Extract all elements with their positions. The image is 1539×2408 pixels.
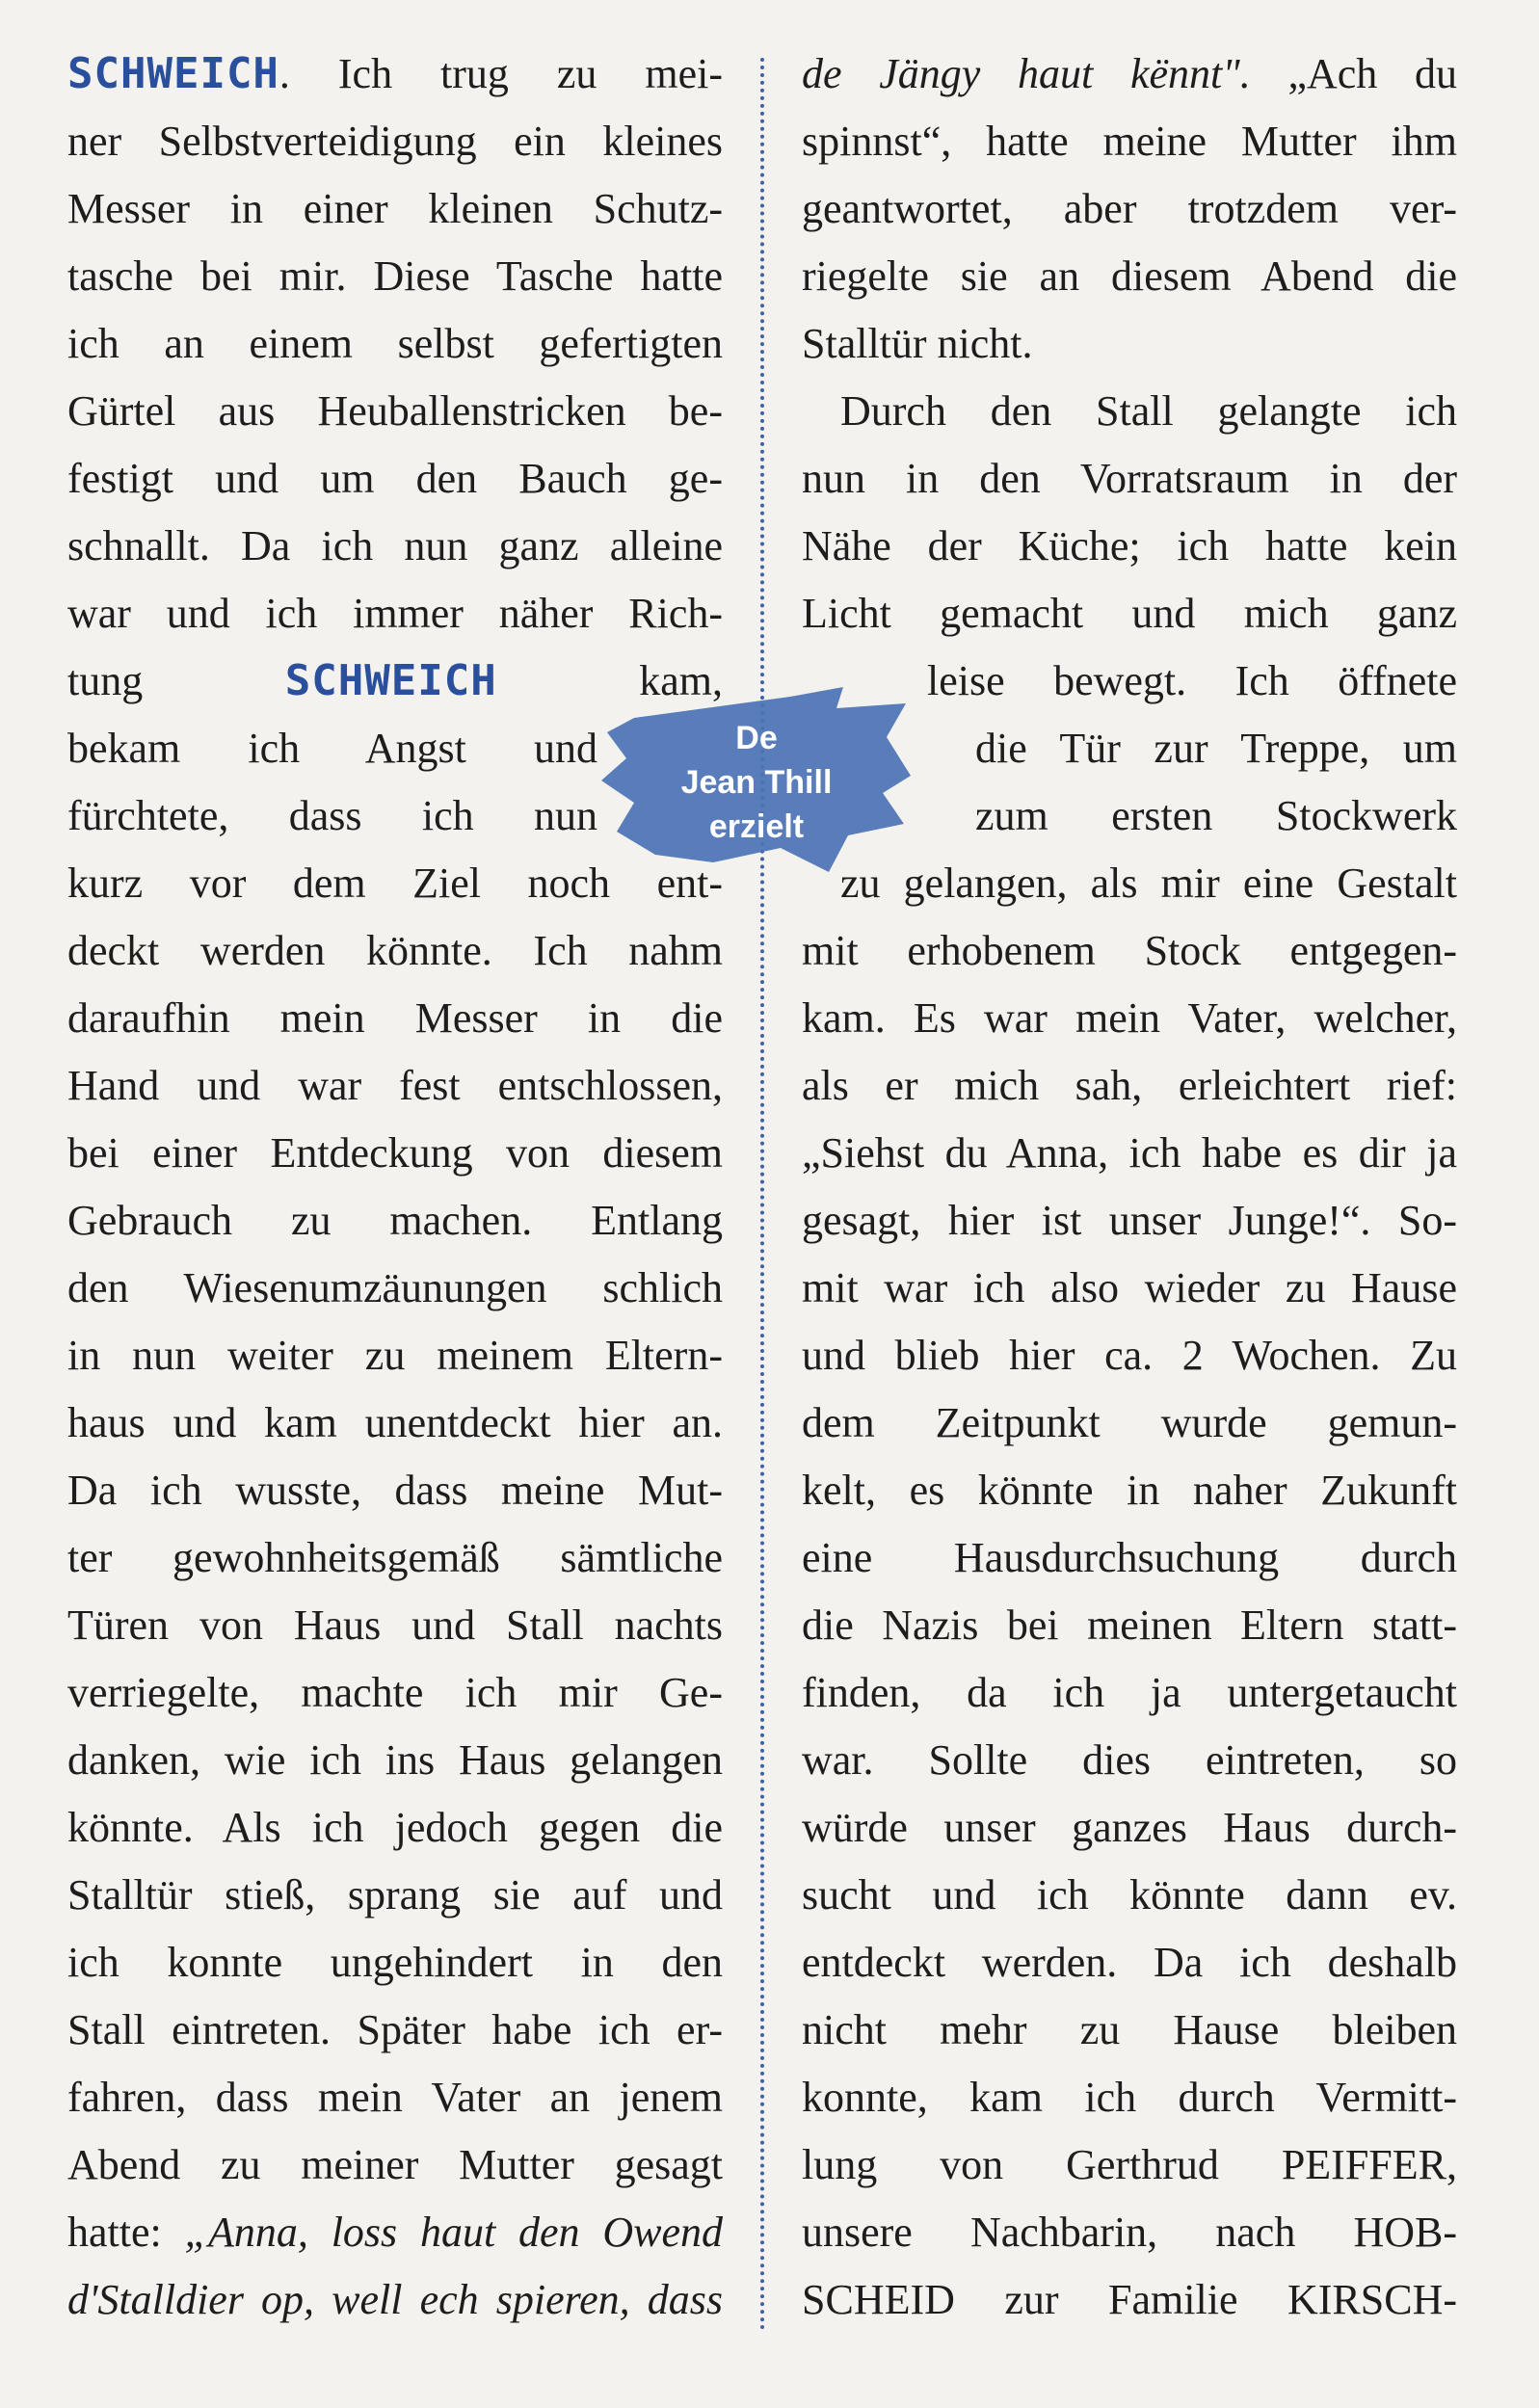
text-line: Stall eintreten. Später habe ich er-	[67, 2006, 723, 2053]
text-span: kam,	[496, 657, 723, 704]
text-span: tung	[67, 657, 285, 704]
text-line: unsere Nachbarin, nach HOB-	[802, 2209, 1457, 2256]
text-line: riegelte sie an diesem Abend die	[802, 252, 1457, 300]
text-span: . Ich trug zu mei-	[279, 50, 723, 97]
stamp-line-1: De	[735, 720, 778, 756]
text-line: Türen von Haus und Stall nachts	[67, 1601, 723, 1649]
text-span: hatte:	[67, 2209, 185, 2256]
text-line: in nun weiter zu meinem Eltern-	[67, 1332, 723, 1379]
text-line: Da ich wusste, dass meine Mut-	[67, 1467, 723, 1514]
text-line: Messer in einer kleinen Schutz-	[67, 185, 723, 232]
text-line: deckt werden könnte. Ich nahm	[67, 927, 723, 974]
text-line: haus und kam unentdeckt hier an.	[67, 1399, 723, 1446]
text-line: Stalltür nicht.	[802, 320, 1033, 367]
text-line: die Tür zur Treppe, um	[975, 725, 1457, 772]
text-line: Abend zu meiner Mutter gesagt	[67, 2141, 723, 2188]
text-line: kurz vor dem Ziel noch ent-	[67, 860, 723, 907]
text-line: bekam ich Angst und	[67, 725, 597, 772]
left-text-column	[67, 40, 723, 2334]
text-line	[67, 2199, 723, 2266]
text-line: gesagt, hier ist unser Junge!“. So-	[802, 1197, 1457, 1244]
text-line: verriegelte, machte ich mir Ge-	[67, 1669, 723, 1716]
text-line: zum ersten Stockwerk	[975, 792, 1457, 839]
text-line: Stalltür stieß, sprang sie auf und	[67, 1871, 723, 1918]
text-line: nicht mehr zu Hause bleiben	[802, 2006, 1457, 2053]
place-name: SCHWEICH	[284, 656, 497, 705]
text-line: geantwortet, aber trotzdem ver-	[802, 185, 1457, 232]
text-line: leise bewegt. Ich öffnete	[927, 657, 1457, 704]
text-line: Nähe der Küche; ich hatte kein	[802, 522, 1457, 569]
text-line: bei einer Entdeckung von diesem	[67, 1129, 723, 1177]
text-line: würde unser ganzes Haus durch-	[802, 1804, 1457, 1851]
text-line: mit war ich also wieder zu Hause	[802, 1264, 1457, 1311]
text-span: de Jängy haut kënnt".	[802, 50, 1251, 97]
text-line: nun in den Vorratsraum in der	[802, 455, 1457, 502]
right-text-column	[802, 40, 1457, 2334]
text-line: und blieb hier ca. 2 Wochen. Zu	[802, 1332, 1457, 1379]
text-line: Durch den Stall gelangte ich	[840, 387, 1457, 435]
text-line: ich an einem selbst gefertigten	[67, 320, 723, 367]
text-line: ich konnte ungehindert in den	[67, 1939, 723, 1986]
text-line: war. Sollte dies eintreten, so	[802, 1736, 1457, 1784]
text-line: ter gewohnheitsgemäß sämtliche	[67, 1534, 723, 1581]
text-line: zu gelangen, als mir eine Gestalt	[840, 860, 1457, 907]
text-line: SCHEID zur Familie KIRSCH-	[802, 2276, 1457, 2323]
text-line: kelt, es könnte in naher Zukunft	[802, 1467, 1457, 1514]
text-line	[67, 40, 723, 108]
text-line: war und ich immer näher Rich-	[67, 590, 723, 637]
text-line: ner Selbstverteidigung ein kleines	[67, 118, 723, 165]
text-line: als er mich sah, erleichtert rief:	[802, 1062, 1457, 1109]
text-span: „Ach du	[1250, 50, 1457, 97]
place-name: SCHWEICH	[67, 49, 279, 98]
text-line	[802, 40, 1457, 108]
column-divider	[760, 58, 764, 2332]
text-line: Gebrauch zu machen. Entlang	[67, 1197, 723, 1244]
text-line: Hand und war fest entschlossen,	[67, 1062, 723, 1109]
text-line: fürchtete, dass ich nun	[67, 792, 597, 839]
text-line: fahren, dass mein Vater an jenem	[67, 2074, 723, 2121]
text-line: dem Zeitpunkt wurde gemun-	[802, 1399, 1457, 1446]
text-line: kam. Es war mein Vater, welcher,	[802, 994, 1457, 1042]
text-line: danken, wie ich ins Haus gelangen	[67, 1736, 723, 1784]
text-line: tasche bei mir. Diese Tasche hatte	[67, 252, 723, 300]
text-line: Gürtel aus Heuballenstricken be-	[67, 387, 723, 435]
text-line: schnallt. Da ich nun ganz alleine	[67, 522, 723, 569]
speech-stamp	[597, 679, 915, 877]
text-line: daraufhin mein Messer in die	[67, 994, 723, 1042]
text-line: Licht gemacht und mich ganz	[802, 590, 1457, 637]
text-line: „Siehst du Anna, ich habe es dir ja	[802, 1129, 1457, 1177]
text-line: eine Hausdurchsuchung durch	[802, 1534, 1457, 1581]
text-line: lung von Gerthrud PEIFFER,	[802, 2141, 1457, 2188]
text-line: konnte, kam ich durch Vermitt-	[802, 2074, 1457, 2121]
text-line: sucht und ich könnte dann ev.	[802, 1871, 1457, 1918]
text-line: d'Stalldier op, well ech spieren, dass	[67, 2276, 723, 2323]
text-line: die Nazis bei meinen Eltern statt-	[802, 1601, 1457, 1649]
stamp-line-2: Jean Thill	[680, 764, 833, 801]
text-line: den Wiesenumzäunungen schlich	[67, 1264, 723, 1311]
text-line: mit erhobenem Stock entgegen-	[802, 927, 1457, 974]
text-span: „Anna, loss haut den Owend	[184, 2209, 723, 2256]
text-line: entdeckt werden. Da ich deshalb	[802, 1939, 1457, 1986]
stamp-line-3: erzielt	[708, 808, 805, 845]
text-line: festigt und um den Bauch ge-	[67, 455, 723, 502]
text-line: könnte. Als ich jedoch gegen die	[67, 1804, 723, 1851]
text-line: spinnst“, hatte meine Mutter ihm	[802, 118, 1457, 165]
text-line: finden, da ich ja untergetaucht	[802, 1669, 1457, 1716]
